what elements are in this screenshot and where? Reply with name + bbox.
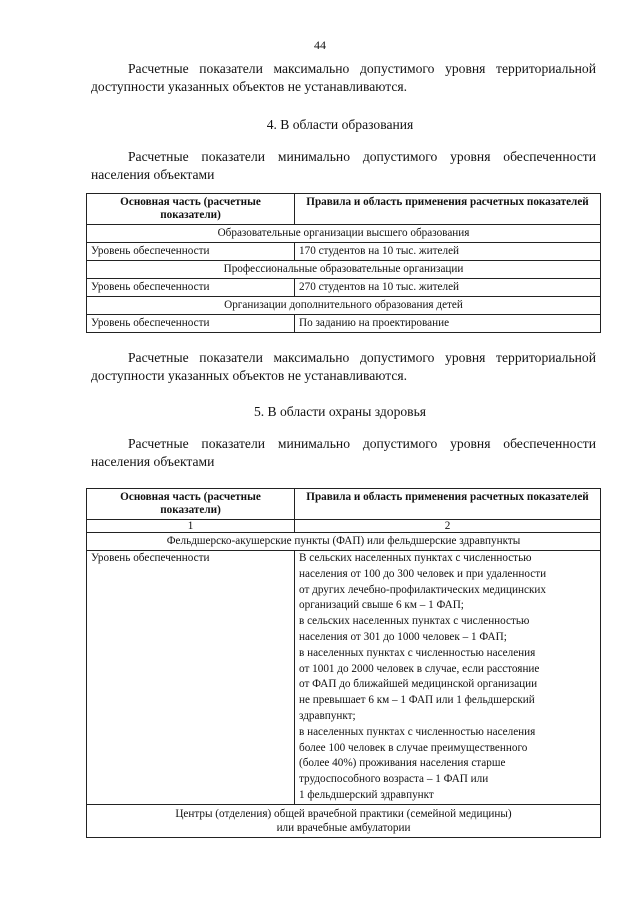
rules-list [295,551,601,805]
group-title-fap: Фельдшерско-акушерские пункты (ФАП) или фельдшерские здравпункты [87,533,601,551]
section-4-after-paragraph: Расчетные показатели максимально допустимого уровня территориальной доступности указанных объектов не устанавливаются. [91,350,596,383]
group-title-line: Центры (отделения) общей врачебной практики (семейной медицины) [175,807,512,820]
group-title: Образовательные организации высшего образования [87,225,601,243]
intro-paragraph: Расчетные показатели максимально допустимого уровня территориальной доступности указанных объектов не устанавливаются. [91,61,596,94]
group-row [87,261,601,279]
row-label: Уровень обеспеченности [87,551,295,805]
rule-line: более 100 человек в случае преимущественного [299,741,528,754]
page-number: 44 [314,38,326,52]
group-row [87,804,601,837]
table-row [87,551,601,805]
group-title: Организации дополнительного образования детей [87,297,601,315]
header-rules: Правила и область применения расчетных показателей [295,489,601,520]
column-number-row [87,520,601,533]
group-row [87,297,601,315]
rule-line: В сельских населенных пунктах с численностью [299,552,532,564]
rule-line: 1 фельдшерский здравпункт [299,788,434,801]
rule-line: в населенных пунктах с численностью населения [299,646,536,659]
header-main-part: Основная часть (расчетные показатели) [87,489,295,520]
group-title: Профессиональные образовательные организации [87,261,601,279]
rule-line: не превышает 6 км – 1 ФАП или 1 фельдшерский [299,694,535,707]
rule-line: трудоспособного возраста – 1 ФАП или [299,773,489,786]
rule-line: населения от 100 до 300 человек и при удаленности [299,567,547,580]
row-label: Уровень обеспеченности [87,315,295,333]
rule-line: (более 40%) проживания населения старше [299,757,506,770]
header-main-part: Основная часть (расчетные показатели) [87,194,295,225]
column-number-2: 2 [295,520,601,533]
rule-line: от 1001 до 2000 человек в случае, если расстояние [299,662,540,675]
rule-line: от ФАП до ближайшей медицинской организации [299,678,538,691]
table-row [87,315,601,333]
table-header-row [87,194,601,225]
row-value: 170 студентов на 10 тыс. жителей [295,243,601,261]
table-header-row [87,489,601,520]
section-4-paragraph: Расчетные показатели минимально допустимого уровня обеспеченности населения объектами [91,149,596,182]
section-4-heading: 4. В области образования [266,117,414,132]
rule-line: от других лечебно-профилактических медицинских [299,583,546,596]
group-title-line: или врачебные амбулатории [276,821,411,834]
education-table [86,193,601,333]
healthcare-table [86,488,601,838]
table-row [87,279,601,297]
row-label: Уровень обеспеченности [87,279,295,297]
header-rules: Правила и область применения расчетных показателей [295,194,601,225]
rule-line: здравпункт; [299,709,356,722]
rule-line: в сельских населенных пунктах с численностью [299,615,530,628]
rule-line: организаций свыше 6 км – 1 ФАП; [299,599,464,612]
column-number-1: 1 [87,520,295,533]
table-row [87,243,601,261]
section-5-heading: 5. В области охраны здоровья [253,404,427,419]
rule-line: в населенных пунктах с численностью населения [299,725,536,738]
row-label: Уровень обеспеченности [87,243,295,261]
row-value: 270 студентов на 10 тыс. жителей [295,279,601,297]
group-title-gp-centers [87,804,601,837]
row-value: По заданию на проектирование [295,315,601,333]
rule-line: населения от 301 до 1000 человек – 1 ФАП; [299,630,507,643]
section-5-paragraph: Расчетные показатели минимально допустимого уровня обеспеченности населения объектами [91,436,596,469]
group-row [87,533,601,551]
group-row [87,225,601,243]
